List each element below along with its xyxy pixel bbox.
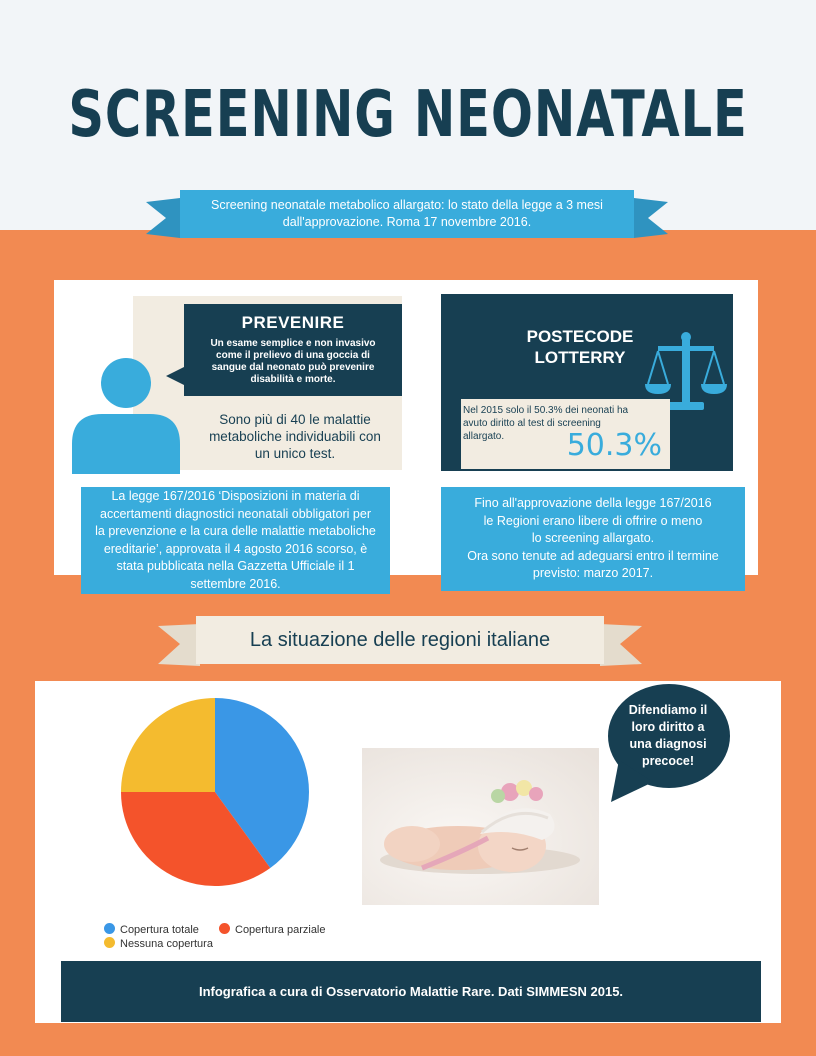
law-box xyxy=(81,487,390,594)
legend-swatch-2 xyxy=(104,937,115,948)
speech-bubble xyxy=(607,684,731,804)
subtitle-ribbon xyxy=(144,188,670,246)
prevenire-fact: Sono più di 40 le malattie metaboliche individuabili con un unico test. xyxy=(209,412,381,461)
prevenire-title: PREVENIRE xyxy=(241,313,345,332)
page-title: SCREENING NEONATALE xyxy=(68,78,748,152)
chart-legend xyxy=(104,923,364,955)
subtitle-line-2: dall'approvazione. Roma 17 novembre 2016. xyxy=(282,215,532,229)
regions-box: Fino all'approvazione della legge 167/2016 le Regioni erano libere di offrire o meno lo screening allargato. Ora sono tenute ad adeguarsi entro il termine previsto: marzo 2017. xyxy=(441,487,745,591)
legend-swatch-1 xyxy=(219,923,230,934)
section-ribbon xyxy=(156,614,644,670)
lottery-text: Nel 2015 solo il 50.3% dei neonati ha avuto diritto al test di screening allargato. xyxy=(463,405,629,442)
lottery-title: POSTECODE LOTTERRY xyxy=(526,327,634,367)
footer-text: Infografica a cura di Osservatorio Malattie Rare. Dati SIMMESN 2015. xyxy=(198,984,624,999)
law-text: La legge 167/2016 ‘Disposizioni in materia di accertamenti diagnostici neonatali obbligatori per la prevenzione e la cura delle malattie metaboliche ereditarie’, approvata il 4 agosto 2016 scorso, è stata pubblicata nella Gazzetta Ufficiale il 1 settembre 2016. xyxy=(95,489,376,591)
pie-slice-2 xyxy=(121,698,215,792)
footer-bar xyxy=(61,961,761,1022)
section-title: La situazione delle regioni italiane xyxy=(249,628,551,651)
legend-swatch-0 xyxy=(104,923,115,934)
bubble-text: Difendiamo il loro diritto a una diagnosi precoce! xyxy=(628,703,708,768)
speech-pointer xyxy=(166,366,186,386)
person-icon xyxy=(72,358,180,474)
pie-chart xyxy=(115,692,315,892)
prevenire-text: Un esame semplice e non invasivo come il prelievo di una goccia di sangue dal neonato può prevenire disabilità e morte. xyxy=(210,338,376,385)
subtitle-line-1: Screening neonatale metabolico allargato: lo stato della legge a 3 mesi xyxy=(211,198,603,212)
prevenire-speech-box xyxy=(184,304,402,396)
legend-item-1: Copertura parziale xyxy=(219,923,326,936)
legend-item-0: Copertura totale xyxy=(104,923,199,936)
legend-item-2: Nessuna copertura xyxy=(104,937,213,950)
lottery-big-value: 50.3% xyxy=(566,428,662,463)
lottery-stat-card xyxy=(461,399,670,469)
sleeping-baby-photo xyxy=(362,748,599,905)
